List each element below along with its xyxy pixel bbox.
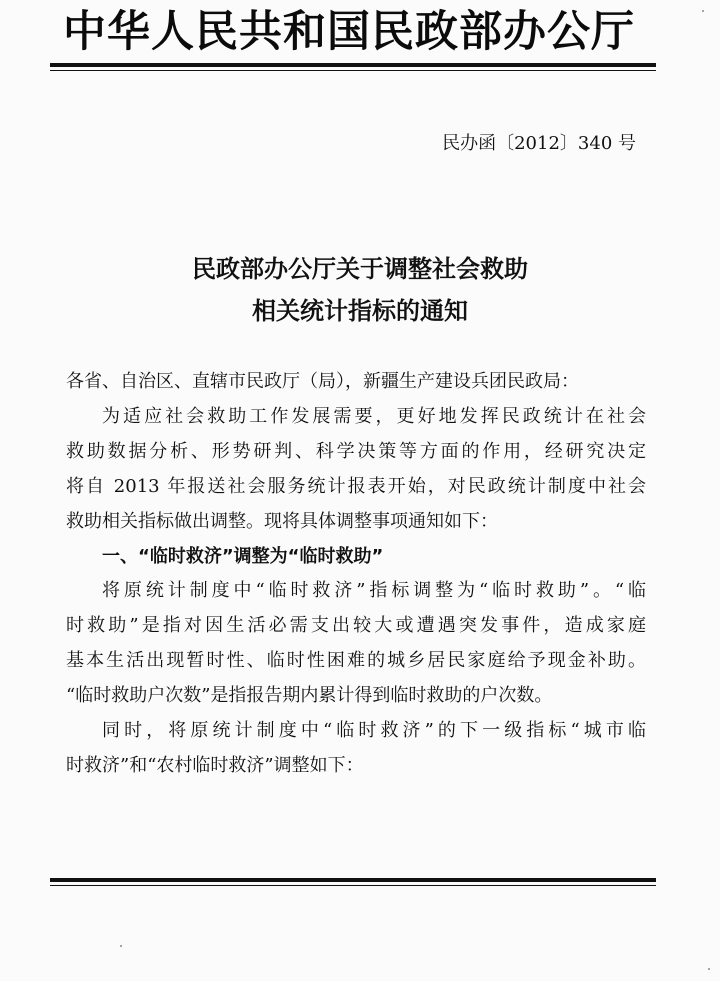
header-rule-thin (50, 70, 656, 71)
document-body (66, 365, 646, 784)
organization-header: 中华人民共和国民政部办公厅 (63, 7, 635, 57)
footer-rule-thin (50, 885, 656, 886)
paragraph-2-line-2: 时救助”是指对因生活必需支出较大或遭遇突发事件，造成家庭 (66, 615, 646, 637)
paragraph-3-line-2: 时救济”和“农村临时救济”调整如下： (66, 754, 364, 776)
paragraph-2-line-1: 将原统计制度中“临时救济”指标调整为“临时救助”。“临 (102, 580, 646, 602)
paragraph-1-line-4: 救助相关指标做出调整。现将具体调整事项通知如下： (66, 510, 498, 532)
paragraph-2-line-4: “临时救助户次数”是指报告期内累计得到临时救助的户次数。 (66, 685, 553, 707)
document-number: 民办函〔2012〕340 号 (442, 133, 636, 154)
scan-speck (120, 945, 122, 947)
paragraph-2-line-3: 基本生活出现暂时性、临时性困难的城乡居民家庭给予现金补助。 (66, 650, 646, 672)
section-1-heading: 一、“临时救济”调整为“临时救助” (102, 545, 384, 567)
scan-speck (708, 968, 710, 970)
document-title-line-1: 民政部办公厅关于调整社会救助 (192, 255, 528, 283)
paragraph-1-line-3: 将自 2013 年报送社会服务统计报表开始，对民政统计制度中社会 (66, 475, 646, 497)
paragraph-1-line-1: 为适应社会救助工作发展需要，更好地发挥民政统计在社会 (102, 405, 646, 427)
header-rule-thick (50, 63, 656, 67)
footer-rule-thick (50, 878, 656, 882)
scan-speck (702, 10, 704, 12)
paragraph-1-line-2: 救助数据分析、形势研判、科学决策等方面的作用，经研究决定 (66, 440, 646, 462)
paragraph-3-line-1: 同时，将原统计制度中“临时救济”的下一级指标“城市临 (102, 720, 646, 742)
salutation: 各省、自治区、直辖市民政厅（局），新疆生产建设兵团民政局： (66, 371, 579, 392)
document-title-line-2: 相关统计指标的通知 (252, 297, 468, 325)
